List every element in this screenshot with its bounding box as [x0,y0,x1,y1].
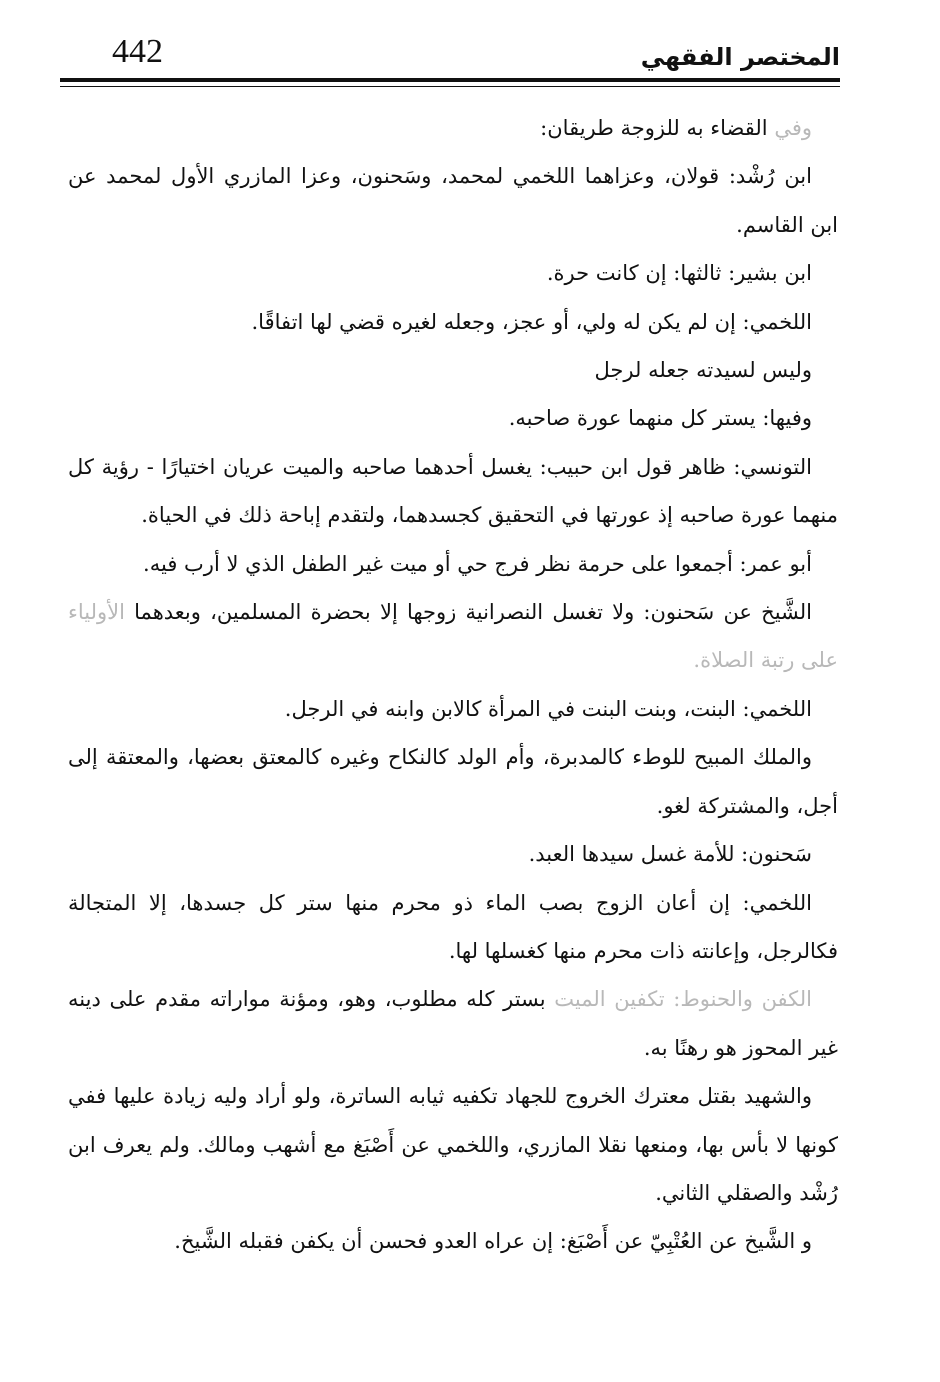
faded-text: الأولياء على رتبة الصلاة. [68,600,838,673]
page-header [60,22,840,82]
paragraph: و الشَّيخ عن العُتْبِيّ عن أَصْبَغ: إن عراه العدو فحسن أن يكفن فقبله الشَّيخ. [174,1229,812,1254]
running-title: المختصر الفقهي [640,43,840,71]
paragraph: والشهيد بقتل معترك الخروج للجهاد تكفيه ثيابه الساترة، ولو أراد وليه زيادة عليها ففي كونها لا بأس بها، ومنعها نقلا المازري، واللخمي عن أَصْبَغ مع أشهب ومالك. ولم يعرف ابن رُشْد والصقلي الثاني. [68,1084,838,1205]
paragraph: التونسي: ظاهر قول ابن حبيب: يغسل أحدهما صاحبه والميت عريان اختيارًا - رؤية كل منهما عورة صاحبه إذ عورتها في التحقيق كجسدهما، ولتقدم إباحة ذلك في الحياة. [68,454,838,528]
paragraph: ابن رُشْد: قولان، وعزاهما اللخمي لمحمد، وسَحنون، وعزا المازري الأول لمحمد عن ابن القاسم. [68,164,838,237]
faded-text: وفي [774,116,812,140]
faded-text: الكفن والحنوط: تكفين الميت [554,987,813,1012]
paragraph [68,975,838,1072]
paragraph: اللخمي: البنت، وبنت البنت في المرأة كالابن وابنه في الرجل. [284,696,812,721]
paragraph [68,104,838,152]
page-body [68,104,838,1266]
header-rule-thick [60,78,840,82]
paragraph-text: بستر كله مطلوب، وهو، ومؤنة مواراته مقدم على دينه غير المحوز هو رهنًا به. [68,987,838,1060]
paragraph: اللخمي: إن لم يكن له ولي، أو عجز، وجعله لغيره قضي لها اتفاقًا. [251,309,812,334]
paragraph-text: القضاء به للزوجة طريقان: [540,116,775,140]
paragraph-text: الشَّيخ عن سَحنون: ولا تغسل النصرانية زوجها إلا بحضرة المسلمين، وبعدهما [134,600,812,625]
paragraph: ابن بشير: ثالثها: إن كانت حرة. [546,261,812,286]
paragraph: وليس لسيدته جعله لرجل [594,358,812,383]
paragraph: وفيها: يستر كل منهما عورة صاحبه. [508,406,812,431]
header-rule-thin [60,86,840,87]
paragraph: اللخمي: إن أعان الزوج بصب الماء ذو محرم منها ستر كل جسدها، إلا المتجالة فكالرجل، وإعانته ذات محرم منها كغسلها لها. [68,890,838,963]
page-number: 442 [112,33,163,70]
paragraph: سَحنون: للأمة غسل سيدها العبد. [528,842,812,867]
paragraph [68,588,838,685]
paragraph: والملك المبيح للوطء كالمدبرة، وأم الولد كالنكاح وغيره كالمعتق بعضها، والمعتقة إلى أجل، والمشتركة لغو. [68,745,838,818]
paragraph: أبو عمر: أجمعوا على حرمة نظر فرج حي أو ميت غير الطفل الذي لا أرب فيه. [143,551,812,576]
